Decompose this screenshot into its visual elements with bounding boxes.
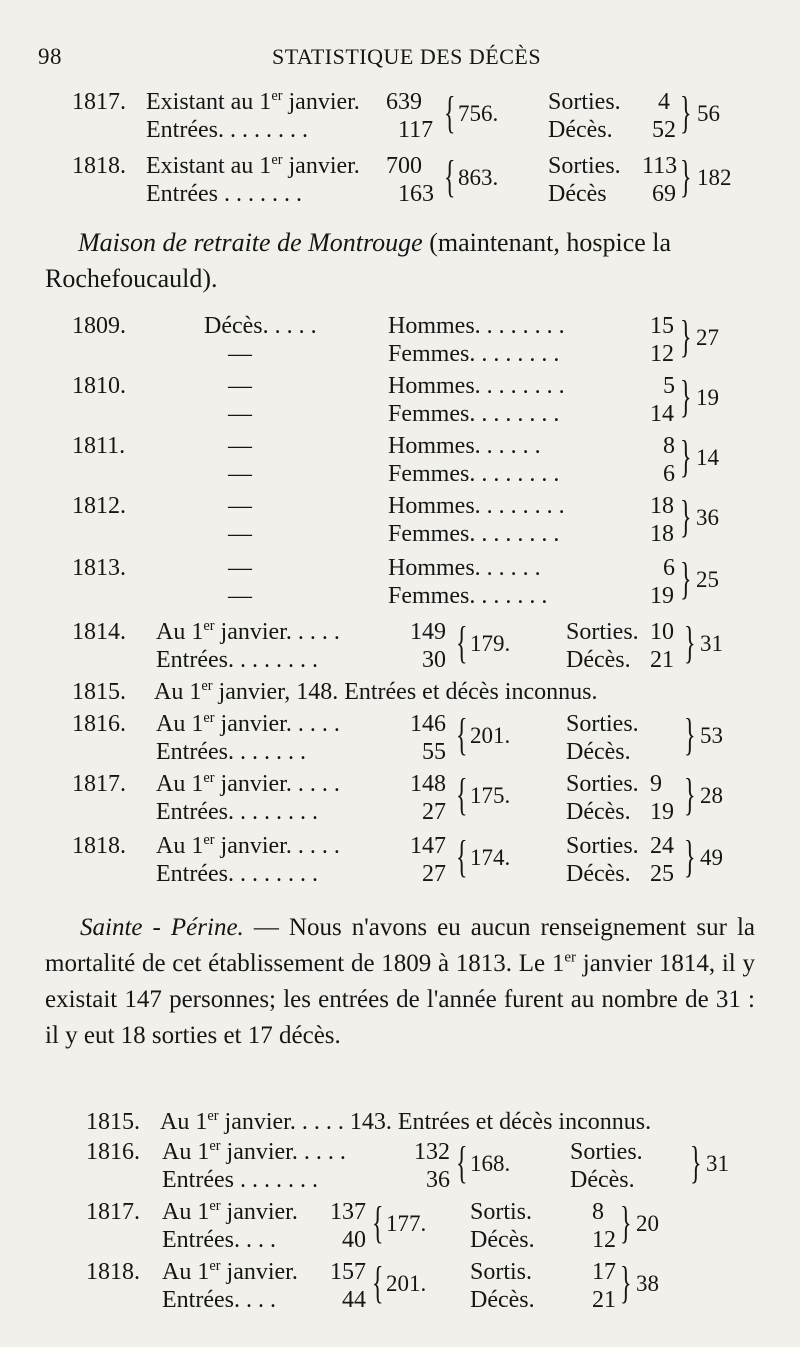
row-value: 21: [592, 1287, 616, 1313]
row-value: 113: [642, 153, 678, 179]
row-value: 19: [650, 583, 674, 609]
total: 53: [700, 723, 723, 748]
row-label: Hommes. . . . . . . .: [388, 313, 565, 339]
row-label: Décès.: [570, 1167, 635, 1193]
year-label: 1817.: [72, 89, 126, 115]
row-label: Décès.: [548, 117, 613, 143]
row-label: Au 1er janvier. . . . .: [156, 710, 340, 737]
paragraph: [45, 910, 755, 1054]
row-value: 30: [422, 647, 446, 673]
year-label: 1817.: [72, 771, 126, 797]
row-label: Existant au 1er janvier.: [146, 88, 360, 115]
year-label: 1818.: [72, 153, 126, 179]
row-label: Entrées. . . . . . .: [156, 739, 306, 765]
total: 28: [700, 783, 723, 808]
subtotal: 177.: [386, 1211, 427, 1236]
row-value: 639: [386, 89, 422, 115]
row-label: Décès.: [566, 739, 631, 765]
brace: {: [444, 153, 456, 203]
brace: {: [444, 89, 456, 139]
row-value: 18: [650, 521, 674, 547]
subtotal: 201.: [470, 723, 511, 748]
row-label: Sorties.: [566, 711, 639, 737]
total: 20: [636, 1211, 659, 1236]
row-label: Entrées. . . . . . . .: [156, 647, 318, 673]
page-number: 98: [38, 44, 62, 69]
brace: }: [684, 711, 696, 761]
brace: }: [680, 433, 692, 483]
year-label: 1817.: [86, 1199, 140, 1225]
row-label: Entrées . . . . . . .: [146, 181, 302, 207]
row-value: 8: [592, 1199, 604, 1225]
row-label: Décès. . . . .: [204, 313, 317, 339]
row-value: 146: [410, 711, 446, 737]
row-label: Décès.: [566, 647, 631, 673]
row-label: Sorties.: [570, 1139, 643, 1165]
row-label: Hommes. . . . . .: [388, 555, 541, 581]
total: 38: [636, 1271, 659, 1296]
subtotal: 175.: [470, 783, 511, 808]
row-label: —: [228, 461, 252, 487]
row-label: Au 1er janvier. . . . .: [156, 770, 340, 797]
subtotal: 174.: [470, 845, 511, 870]
row-label: Sorties.: [566, 833, 639, 859]
row-label: —: [228, 373, 252, 399]
total: 182: [697, 165, 732, 190]
row-label: Entrées. . . . . . . .: [146, 117, 308, 143]
row-value: 12: [650, 341, 674, 367]
brace: }: [690, 1139, 702, 1189]
brace: }: [684, 771, 696, 821]
section-subtitle-cont: Rochefoucauld).: [45, 264, 218, 293]
row-label: Existant au 1er janvier.: [146, 152, 360, 179]
row-label: Au 1er janvier.: [162, 1198, 298, 1225]
row-label: Sortis.: [470, 1199, 533, 1225]
row-text: Au 1er janvier, 148. Entrées et décès inconnus.: [154, 678, 598, 705]
total: 49: [700, 845, 723, 870]
row-value: 9: [650, 771, 662, 797]
row-label: Décès: [548, 181, 607, 207]
row-value: 27: [422, 861, 446, 887]
row-value: 149: [410, 619, 446, 645]
year-label: 1818.: [72, 833, 126, 859]
row-value: 44: [342, 1287, 366, 1313]
year-label: 1812.: [72, 493, 126, 519]
row-label: Décès.: [566, 799, 631, 825]
row-label: Femmes. . . . . . . .: [388, 401, 560, 427]
year-label: 1813.: [72, 555, 126, 581]
brace: }: [680, 373, 692, 423]
row-label: —: [228, 583, 252, 609]
row-label: Entrées. . . .: [162, 1227, 276, 1253]
page-title: STATISTIQUE DES DÉCÈS: [272, 44, 542, 69]
row-value: 147: [410, 833, 446, 859]
row-label: Sorties.: [566, 619, 639, 645]
row-value: 700: [386, 153, 422, 179]
row-label: Entrées. . . . . . . .: [156, 861, 318, 887]
row-label: Femmes. . . . . . . .: [388, 521, 560, 547]
year-label: 1810.: [72, 373, 126, 399]
row-label: Hommes. . . . . . . .: [388, 373, 565, 399]
total: 19: [696, 385, 719, 410]
row-label: Hommes. . . . . . . .: [388, 493, 565, 519]
section-subtitle: (maintenant, hospice la: [429, 228, 672, 257]
row-value: 4: [658, 89, 670, 115]
brace: }: [680, 153, 692, 203]
brace: {: [456, 771, 468, 821]
brace: }: [680, 89, 692, 139]
row-label: —: [228, 401, 252, 427]
row-value: 55: [422, 739, 446, 765]
brace: }: [680, 555, 692, 605]
subtotal: 756.: [458, 101, 499, 126]
row-value: 21: [650, 647, 674, 673]
row-value: 25: [650, 861, 674, 887]
row-value: 137: [330, 1199, 366, 1225]
year-label: 1815.: [86, 1109, 140, 1135]
row-label: —: [228, 433, 252, 459]
row-label: Au 1er janvier.: [162, 1258, 298, 1285]
total: 14: [696, 445, 719, 470]
row-label: Entrées. . . .: [162, 1287, 276, 1313]
row-value: 52: [652, 117, 676, 143]
brace: {: [372, 1199, 384, 1249]
row-value: 40: [342, 1227, 366, 1253]
row-text: Au 1er janvier. . . . . 143. Entrées et décès inconnus.: [160, 1108, 652, 1135]
subtotal: 201.: [386, 1271, 427, 1296]
row-value: 12: [592, 1227, 616, 1253]
year-label: 1809.: [72, 313, 126, 339]
brace: }: [680, 313, 692, 363]
year-label: 1816.: [86, 1139, 140, 1165]
row-label: Sorties.: [548, 153, 621, 179]
row-value: 148: [410, 771, 446, 797]
row-value: 157: [330, 1259, 366, 1285]
row-label: Décès.: [470, 1227, 535, 1253]
brace: {: [456, 833, 468, 883]
row-label: Hommes. . . . . .: [388, 433, 541, 459]
row-label: Femmes. . . . . . . .: [388, 461, 560, 487]
row-value: 18: [650, 493, 674, 519]
row-value: 17: [592, 1259, 616, 1285]
section-title: Maison de retraite de Montrouge: [78, 228, 423, 257]
brace: {: [456, 619, 468, 669]
row-label: Entrées . . . . . . .: [162, 1167, 318, 1193]
row-label: Au 1er janvier. . . . .: [156, 832, 340, 859]
row-value: 69: [652, 181, 676, 207]
brace: {: [372, 1259, 384, 1309]
total: 25: [696, 567, 719, 592]
year-label: 1815.: [72, 679, 126, 705]
total: 36: [696, 505, 719, 530]
brace: {: [456, 1139, 468, 1189]
year-label: 1814.: [72, 619, 126, 645]
brace: }: [620, 1199, 632, 1249]
row-value: 132: [414, 1139, 450, 1165]
subtotal: 863.: [458, 165, 499, 190]
row-label: Sorties.: [566, 771, 639, 797]
brace: }: [680, 493, 692, 543]
total: 56: [697, 101, 720, 126]
row-value: 5: [663, 373, 675, 399]
total: 31: [706, 1151, 729, 1176]
total: 27: [696, 325, 719, 350]
row-label: Au 1er janvier. . . . .: [156, 618, 340, 645]
row-label: Décès.: [566, 861, 631, 887]
year-label: 1818.: [86, 1259, 140, 1285]
row-value: 117: [398, 117, 434, 143]
row-label: Sortis.: [470, 1259, 533, 1285]
year-label: 1816.: [72, 711, 126, 737]
total: 31: [700, 631, 723, 656]
row-label: Femmes. . . . . . .: [388, 583, 548, 609]
row-value: 19: [650, 799, 674, 825]
year-label: 1811.: [72, 433, 126, 459]
row-value: 14: [650, 401, 674, 427]
brace: }: [684, 619, 696, 669]
row-value: 24: [650, 833, 674, 859]
brace: }: [684, 833, 696, 883]
row-value: 6: [663, 555, 675, 581]
paragraph-text: — Nous n'avons eu aucun renseignement sur la mortalité de cet établissement de 1809 à 1813. Le 1er janvier 1814, il y existait 147 personnes; les entrées de l'année furent au nombre de 31 : il y eut 18 sorties et 17 décès.: [45, 914, 756, 1049]
section-heading: [78, 228, 671, 258]
subtotal: 168.: [470, 1151, 511, 1176]
section-title: Sainte - Périne.: [80, 914, 244, 941]
row-label: —: [228, 555, 252, 581]
row-label: Sorties.: [548, 89, 621, 115]
row-value: 8: [663, 433, 675, 459]
brace: }: [620, 1259, 632, 1309]
subtotal: 179.: [470, 631, 511, 656]
row-label: —: [228, 493, 252, 519]
row-label: Entrées. . . . . . . .: [156, 799, 318, 825]
row-value: 27: [422, 799, 446, 825]
row-label: —: [228, 341, 252, 367]
row-value: 36: [426, 1167, 450, 1193]
row-value: 15: [650, 313, 674, 339]
row-label: Décès.: [470, 1287, 535, 1313]
row-value: 10: [650, 619, 674, 645]
brace: {: [456, 711, 468, 761]
row-value: 6: [663, 461, 675, 487]
row-label: Au 1er janvier. . . . .: [162, 1138, 346, 1165]
row-value: 163: [398, 181, 434, 207]
row-label: Femmes. . . . . . . .: [388, 341, 560, 367]
row-label: —: [228, 521, 252, 547]
